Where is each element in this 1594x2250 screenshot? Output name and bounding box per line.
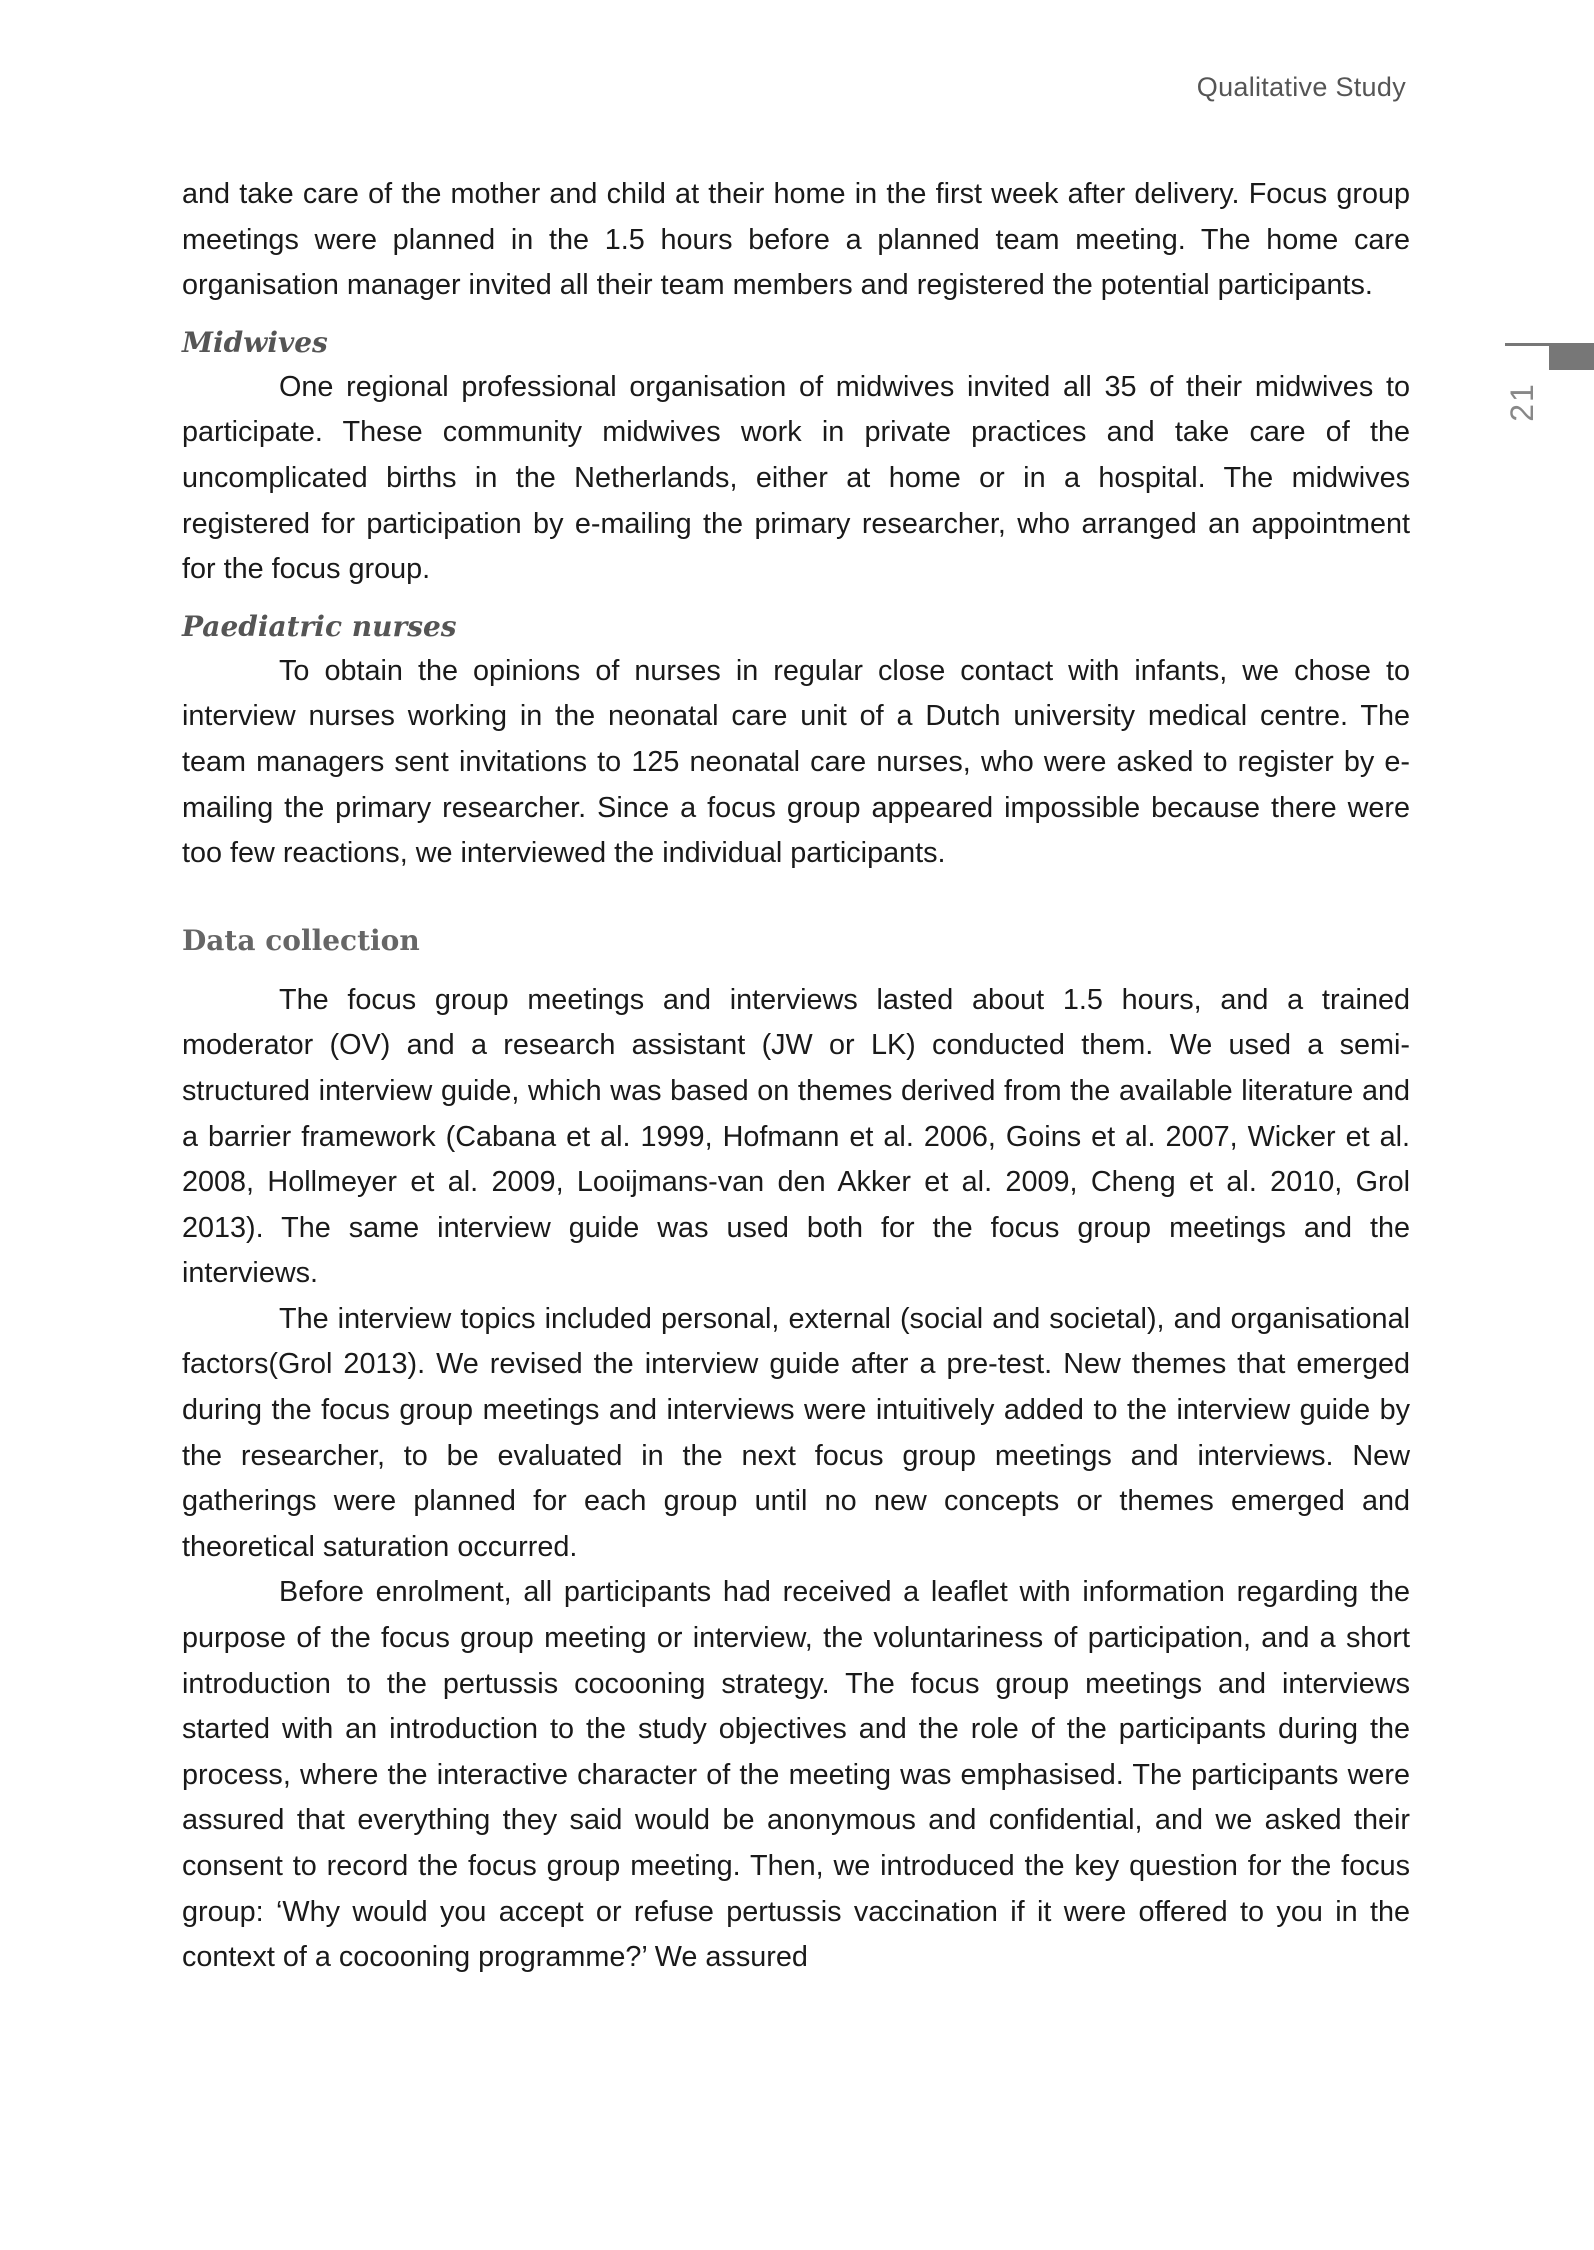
running-header: Qualitative Study	[1196, 72, 1406, 102]
page-tab-marker	[1549, 343, 1594, 370]
data-collection-paragraph: The interview topics included personal, external (social and societal), and organisational factors(Grol 2013). We revised the interview guide after a pre-test. New themes that emerged during the focus group meetings and interviews were intuitively added to the interview guide by the researcher, to be evaluated in the next focus group meetings and interviews. New gatherings were planned for each group until no new concepts or themes emerged and theoretical saturation occurred.	[182, 1302, 1410, 1563]
page-body	[182, 172, 1410, 1981]
page-number: 21	[1503, 382, 1540, 422]
paediatric-nurses-paragraph: To obtain the opinions of nurses in regular close contact with infants, we chose to interview nurses working in the neonatal care unit of a Dutch university medical centre. The team managers sent invitations to 125 neonatal care nurses, who were asked to register by e-mailing the primary researcher. Since a focus group appeared impossible because there were too few reactions, we interviewed the individual participants.	[182, 654, 1410, 870]
data-collection-heading: Data collection	[182, 923, 420, 957]
midwives-paragraph: One regional professional organisation of midwives invited all 35 of their midwives to participate. These community midwives work in private practices and take care of the uncomplicated births in the Netherlands, either at home or in a hospital. The midwives registered for participation by e-mailing the primary researcher, who arranged an appointment for the focus group.	[182, 370, 1410, 586]
intro-paragraph: and take care of the mother and child at their home in the first week after delivery. Focus group meetings were planned in the 1.5 hours before a planned team meeting. The home care organisation manager invited all their team members and registered the potential participants.	[182, 178, 1410, 302]
midwives-heading: Midwives	[182, 325, 328, 359]
data-collection-paragraph: Before enrolment, all participants had received a leaflet with information regarding the purpose of the focus group meeting or interview, the voluntariness of participation, and a short introduction to the pertussis cocooning strategy. The focus group meetings and interviews started with an introduction to the study objectives and the role of the participants during the process, where the interactive character of the meeting was emphasised. The participants were assured that everything they said would be anonymous and confidential, and we asked their consent to record the focus group meeting. Then, we introduced the key question for the focus group: ‘Why would you accept or refuse pertussis vaccination if it were offered to you in the context of a cocooning programme?’ We assured	[182, 1576, 1410, 1974]
data-collection-paragraph: The focus group meetings and interviews lasted about 1.5 hours, and a trained moderator (OV) and a research assistant (JW or LK) conducted them. We used a semi-structured interview guide, which was based on themes derived from the available literature and a barrier framework (Cabana et al. 1999, Hofmann et al. 2006, Goins et al. 2007, Wicker et al. 2008, Hollmeyer et al. 2009, Looijmans-van den Akker et al. 2009, Cheng et al. 2010, Grol 2013). The same interview guide was used both for the focus group meetings and the interviews.	[182, 983, 1410, 1290]
paediatric-nurses-heading: Paediatric nurses	[182, 609, 457, 643]
